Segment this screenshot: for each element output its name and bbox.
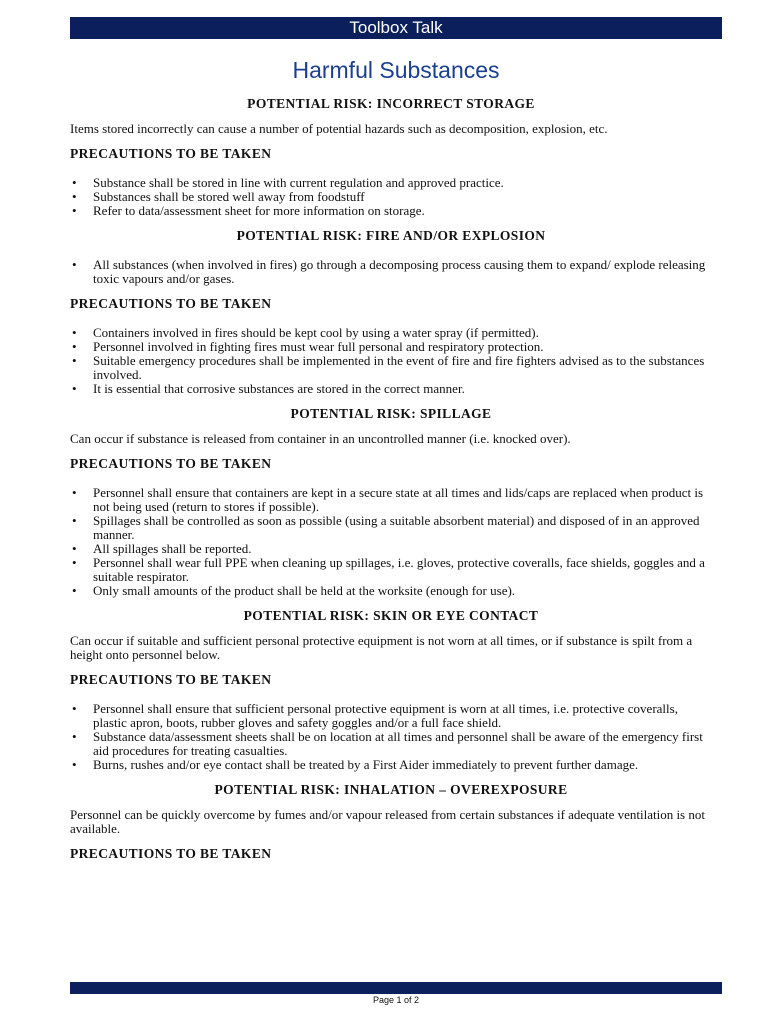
precautions-heading: PRECAUTIONS TO BE TAKEN [70, 296, 272, 311]
document-title: Harmful Substances [292, 57, 500, 83]
section-inhalation [70, 782, 712, 862]
section-spillage [70, 406, 712, 598]
risk-heading: POTENTIAL RISK: INHALATION – OVEREXPOSURE [214, 782, 568, 797]
section-intro: Items stored incorrectly can cause a number of potential hazards such as decomposition, explosion, etc. [70, 121, 608, 136]
list-item: • Refer to data/assessment sheet for more information on storage. [70, 204, 712, 218]
precautions-heading: PRECAUTIONS TO BE TAKEN [70, 456, 272, 471]
header-title: Toolbox Talk [349, 18, 443, 37]
list-item: • It is essential that corrosive substances are stored in the correct manner. [70, 382, 712, 396]
list-item: • Containers involved in fires should be kept cool by using a water spray (if permitted). [70, 326, 712, 340]
list-item: • Personnel involved in fighting fires must wear full personal and respiratory protection. [70, 340, 712, 354]
footer-bar [70, 982, 722, 994]
risk-heading: POTENTIAL RISK: SKIN OR EYE CONTACT [243, 608, 539, 623]
list-item: • Substance shall be stored in line with current regulation and approved practice. [70, 176, 712, 190]
risk-heading: POTENTIAL RISK: FIRE AND/OR EXPLOSION [236, 228, 546, 243]
list-item: • All substances (when involved in fires) go through a decomposing process causing them to expand/ explode releasing toxic vapours and/or gases. [70, 258, 712, 286]
list-item: • Personnel shall wear full PPE when cleaning up spillages, i.e. gloves, protective coveralls, face shields, goggles and a suitable respirator. [70, 556, 712, 584]
list-item: • Personnel shall ensure that containers are kept in a secure state at all times and lids/caps are replaced when product is not being used (return to stores if possible). [70, 486, 712, 514]
precautions-list [70, 486, 712, 598]
list-item: • Suitable emergency procedures shall be implemented in the event of fire and fire fighters advised as to the substances involved. [70, 354, 712, 382]
section-intro: Can occur if substance is released from container in an uncontrolled manner (i.e. knocked over). [70, 431, 571, 446]
header-bar [70, 17, 722, 39]
risk-heading: POTENTIAL RISK: SPILLAGE [290, 406, 492, 421]
list-item: • Substances shall be stored well away from foodstuff [70, 190, 712, 204]
precautions-heading: PRECAUTIONS TO BE TAKEN [70, 672, 272, 687]
list-item: • Substance data/assessment sheets shall be on location at all times and personnel shall be aware of the emergency first aid procedures for treating casualties. [70, 730, 712, 758]
list-item: • Burns, rushes and/or eye contact shall be treated by a First Aider immediately to prevent further damage. [70, 758, 712, 772]
risk-heading: POTENTIAL RISK: INCORRECT STORAGE [247, 96, 535, 111]
precautions-heading: PRECAUTIONS TO BE TAKEN [70, 146, 272, 161]
list-item: • Only small amounts of the product shall be held at the worksite (enough for use). [70, 584, 712, 598]
section-intro: Can occur if suitable and sufficient personal protective equipment is not worn at all times, or if substance is spilt from a height onto personnel below. [70, 633, 693, 662]
intro-list [70, 258, 712, 286]
precautions-list [70, 702, 712, 772]
section-skin-eye-contact [70, 608, 712, 772]
section-fire-explosion [70, 228, 712, 396]
precautions-heading: PRECAUTIONS TO BE TAKEN [70, 846, 272, 861]
precautions-list [70, 326, 712, 396]
section-intro: Personnel can be quickly overcome by fumes and/or vapour released from certain substances if adequate ventilation is not available. [70, 807, 705, 836]
document-body [70, 96, 712, 862]
list-item: • Spillages shall be controlled as soon as possible (using a suitable absorbent material) and disposed of in an approved manner. [70, 514, 712, 542]
precautions-list [70, 176, 712, 218]
page-number: Page 1 of 2 [372, 995, 420, 1005]
list-item: • All spillages shall be reported. [70, 542, 712, 556]
section-incorrect-storage [70, 96, 712, 218]
list-item: • Personnel shall ensure that sufficient personal protective equipment is worn at all times, i.e. protective coveralls, plastic apron, boots, rubber gloves and safety goggles and/or a full face shield. [70, 702, 712, 730]
